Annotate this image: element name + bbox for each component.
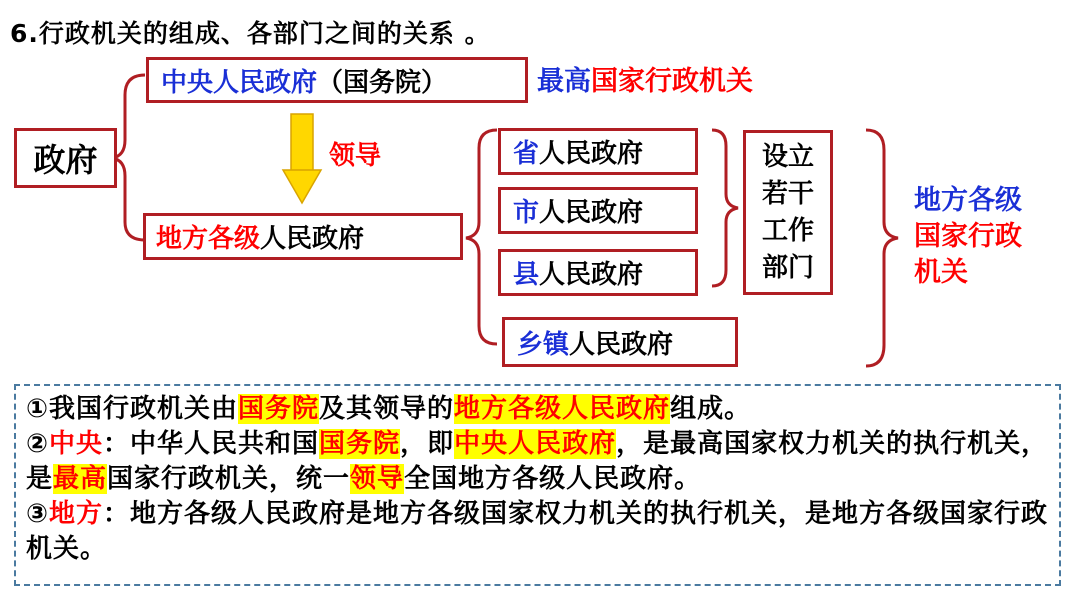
province-government-box: 省 人民政府 (498, 128, 698, 175)
departments-brace (712, 130, 738, 286)
notes-panel (14, 384, 1061, 586)
note-2: ②中央：中华人民共和国国务院，即中央人民政府，是最高国家权力机关的执行机关，是最高国家行政机关，统一领导全国地方各级人民政府。 (26, 429, 1049, 494)
root-box (14, 128, 117, 188)
central-name: 中央人民政府 (161, 67, 318, 98)
county-government-box: 县 人民政府 (498, 249, 698, 296)
page-title: 6.行政机关的组成、各部门之间的关系 。 (10, 19, 491, 48)
local-side-brace (866, 130, 898, 366)
local-prefix: 地方各级 (156, 224, 261, 254)
root-label: 政府 (33, 141, 98, 179)
local-side-label: 地方各级 国家行政 机关 (914, 185, 1022, 288)
central-alias: （国务院） (317, 67, 448, 98)
departments-box: 设立 若干 工作 部门 (743, 130, 833, 295)
central-side-label: 最高国家行政机关 (537, 66, 753, 97)
township-government-box: 乡镇 人民政府 (502, 317, 738, 367)
lead-label: 领导 (329, 141, 382, 171)
city-government-box: 市 人民政府 (498, 187, 698, 234)
central-government-box (146, 57, 528, 103)
lead-arrow-icon (283, 114, 321, 203)
note-1: ①我国行政机关由国务院及其领导的地方各级人民政府组成。 (26, 394, 752, 424)
note-3: ③地方：地方各级人民政府是地方各级国家权力机关的执行机关，是地方各级国家行政机关。 (26, 499, 1049, 564)
local-suffix: 人民政府 (260, 224, 365, 254)
local-government-box (143, 213, 463, 260)
levels-brace (466, 130, 497, 344)
